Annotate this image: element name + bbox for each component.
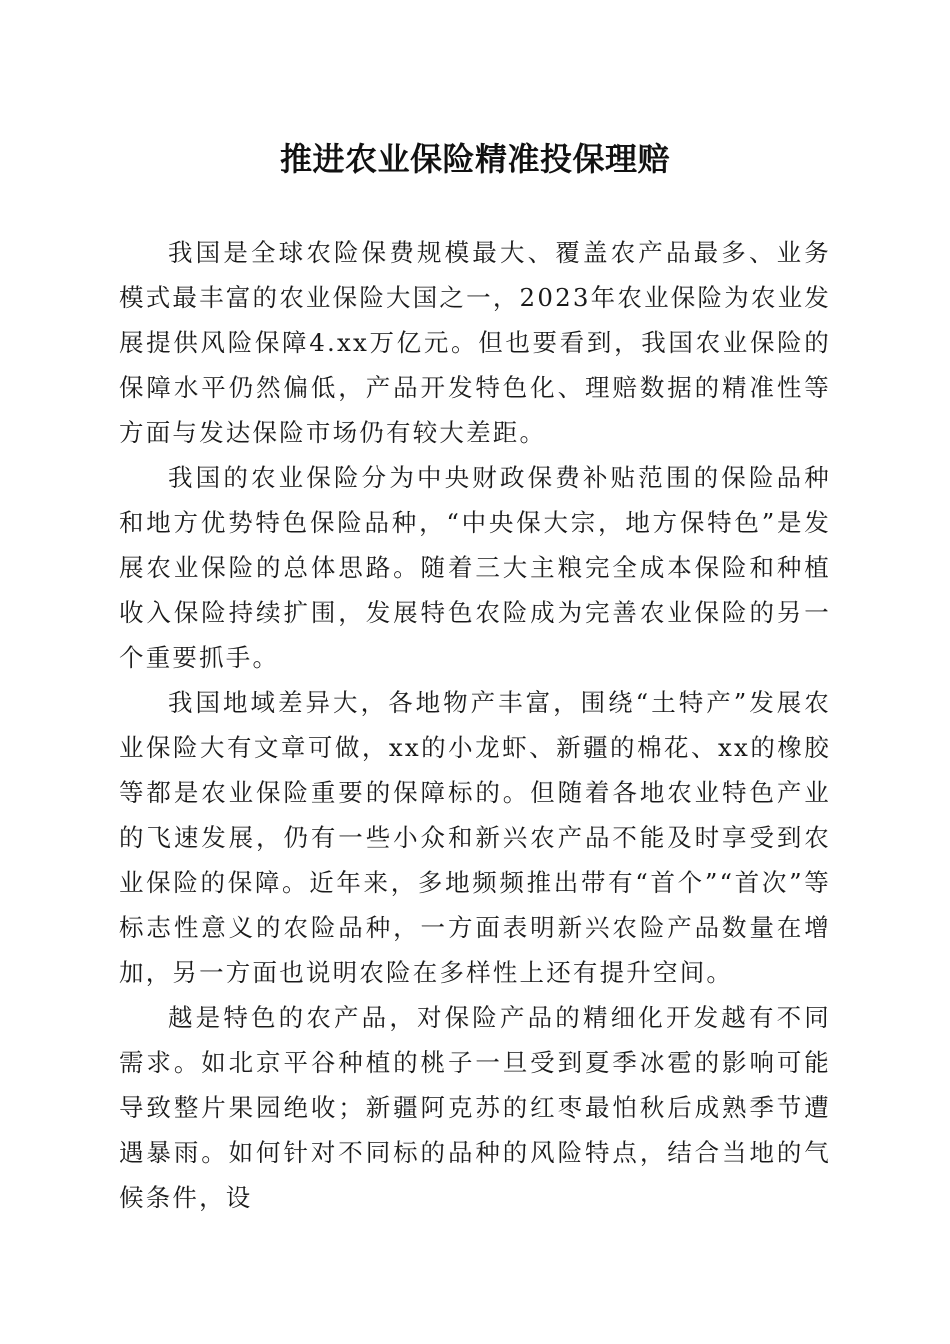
document-body — [119, 230, 831, 1220]
document-title: 推进农业保险精准投保理赔 — [279, 140, 670, 178]
paragraph-4: 越是特色的农产品，对保险产品的精细化开发越有不同需求。如北京平谷种植的桃子一旦受到夏季冰雹的影响可能导致整片果园绝收；新疆阿克苏的红枣最怕秋后成熟季节遭遇暴雨。如何针对不同标的品种的风险特点，结合当地的气候条件，设 — [119, 1003, 831, 1212]
paragraph-1: 我国是全球农险保费规模最大、覆盖农产品最多、业务模式最丰富的农业保险大国之一，2023年农业保险为农业发展提供风险保障4.xx万亿元。但也要看到，我国农业保险的保障水平仍然偏低，产品开发特色化、理赔数据的精准性等方面与发达保险市场仍有较大差距。 — [119, 238, 831, 447]
paragraph-2: 我国的农业保险分为中央财政保费补贴范围的保险品种和地方优势特色保险品种，“中央保大宗，地方保特色”是发展农业保险的总体思路。随着三大主粮完全成本保险和种植收入保险持续扩围，发展特色农险成为完善农业保险的另一个重要抓手。 — [119, 463, 831, 672]
paragraph-3: 我国地域差异大，各地物产丰富，围绕“土特产”发展农业保险大有文章可做，xx的小龙虾、新疆的棉花、xx的橡胶等都是农业保险重要的保障标的。但随着各地农业特色产业的飞速发展，仍有一些小众和新兴农产品不能及时享受到农业保险的保障。近年来，多地频频推出带有“首个”“首次”等标志性意义的农险品种，一方面表明新兴农险产品数量在增加，另一方面也说明农险在多样性上还有提升空间。 — [119, 688, 831, 987]
